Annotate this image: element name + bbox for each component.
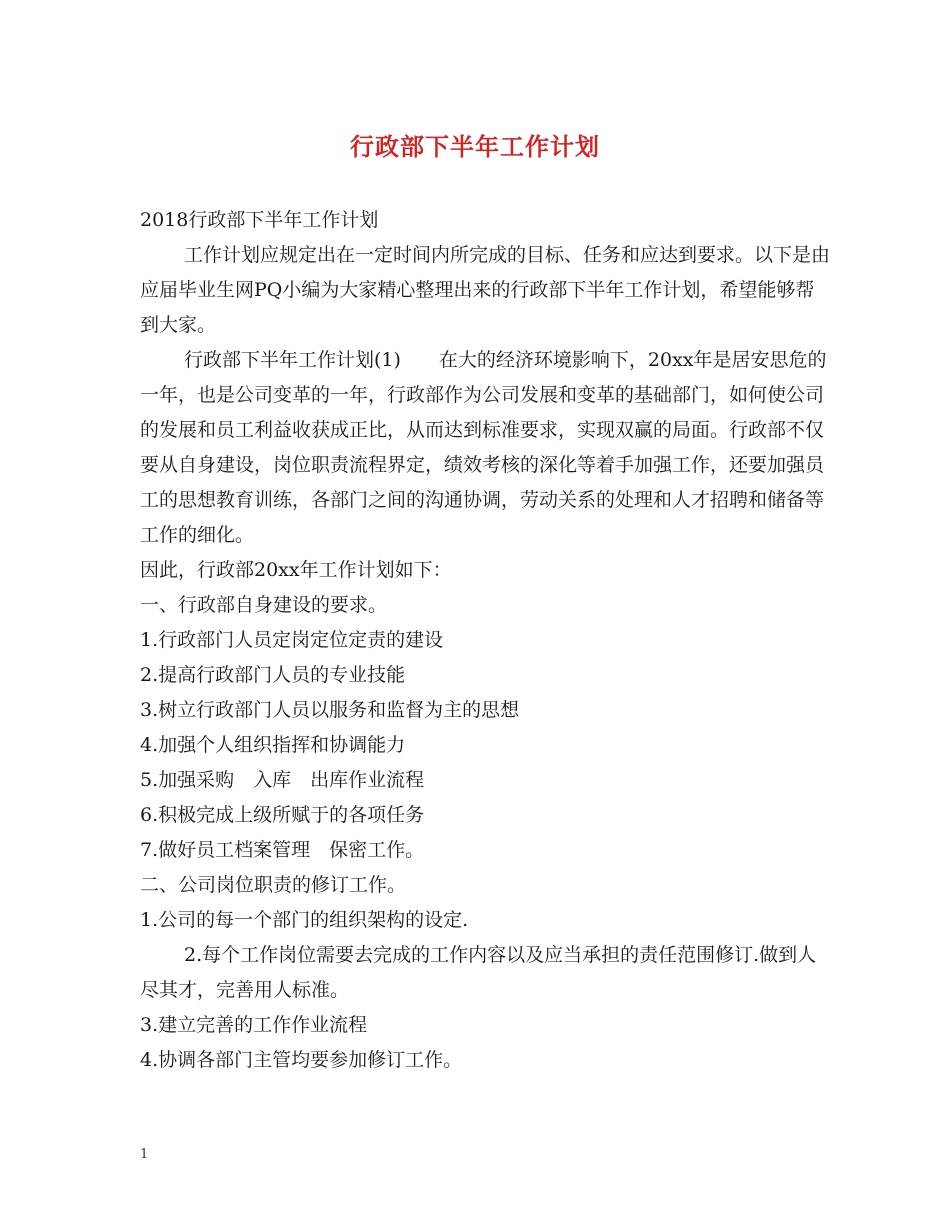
list-item: 1.公司的每一个部门的组织架构的设定.	[140, 909, 469, 931]
plan-conclusion: 因此，行政部20xx年工作计划如下：	[140, 559, 452, 581]
section-heading: 一、行政部自身建设的要求。	[140, 594, 388, 616]
list-item: 3.树立行政部门人员以服务和监督为主的思想	[140, 699, 520, 721]
list-item: 2.每个工作岗位需要去完成的工作内容以及应当承担的责任范围修订.做到人尽其才，完善用人标准。	[140, 944, 817, 1001]
list-item: 4.加强个人组织指挥和协调能力	[140, 734, 406, 756]
page-number: 1	[140, 1147, 149, 1162]
plan-paragraph: 行政部下半年工作计划(1) 在大的经济环境影响下，20xx年是居安思危的一年，也是公司变革的一年，行政部作为公司发展和变革的基础部门，如何使公司的发展和员工利益收获成正比，从而达到标准要求，实现双赢的局面。行政部不仅要从自身建设，岗位职责流程界定，绩效考核的深化等着手加强工作，还要加强员工的思想教育训练，各部门之间的沟通协调，劳动关系的处理和人才招聘和储备等工作的细化。	[140, 349, 827, 546]
section-heading: 二、公司岗位职责的修订工作。	[140, 874, 407, 896]
intro-paragraph: 工作计划应规定出在一定时间内所完成的目标、任务和应达到要求。以下是由应届毕业生网PQ小编为大家精心整理出来的行政部下半年工作计划，希望能够帮到大家。	[140, 244, 831, 336]
list-item: 7.做好员工档案管理 保密工作。	[140, 839, 425, 861]
document-title: 行政部下半年工作计划	[350, 132, 600, 161]
document-subtitle: 2018行政部下半年工作计划	[140, 209, 379, 231]
list-item: 5.加强采购 入库 出库作业流程	[140, 769, 425, 791]
list-item: 6.积极完成上级所赋于的各项任务	[140, 804, 425, 826]
list-item: 4.协调各部门主管均要参加修订工作。	[140, 1049, 463, 1071]
list-item: 3.建立完善的工作作业流程	[140, 1014, 368, 1036]
document-body	[140, 203, 830, 1078]
list-item: 1.行政部门人员定岗定位定责的建设	[140, 629, 444, 651]
list-item: 2.提高行政部门人员的专业技能	[140, 664, 406, 686]
